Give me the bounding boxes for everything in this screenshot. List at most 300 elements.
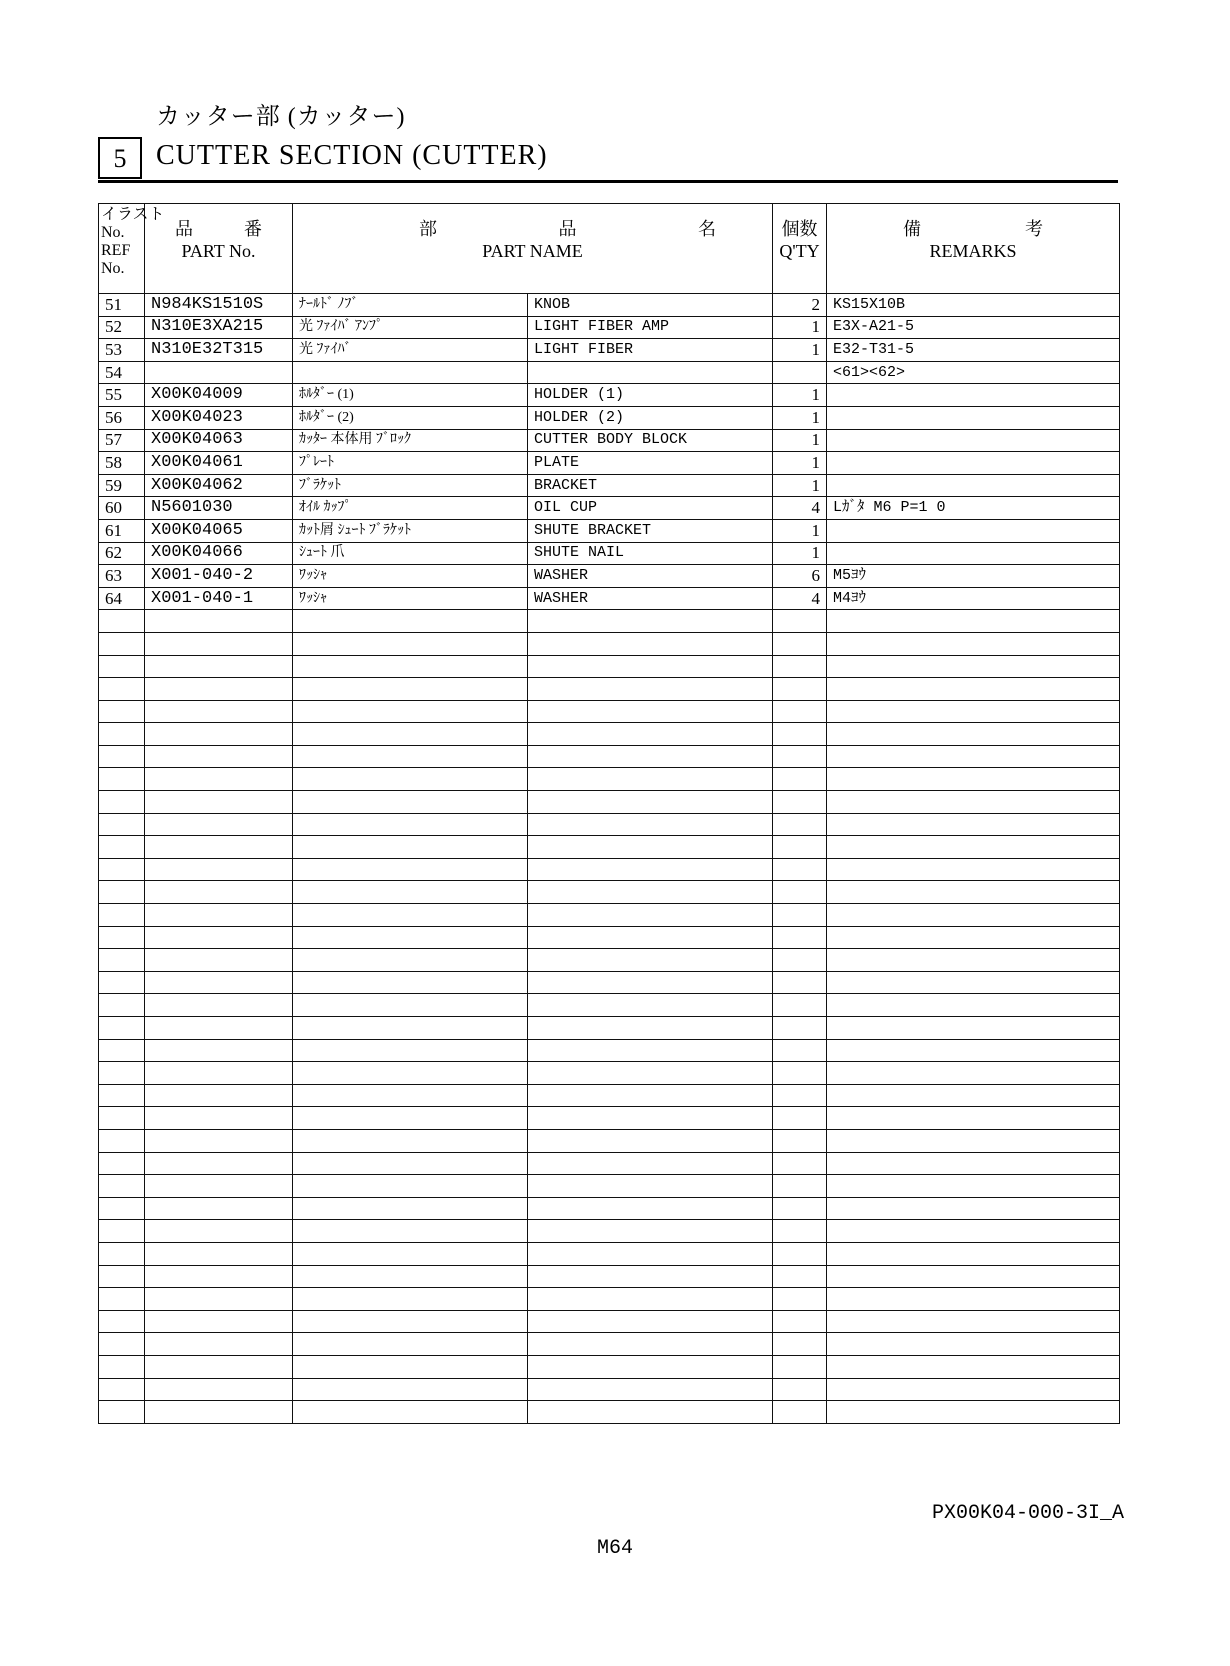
- cell-remarks: [827, 904, 1120, 927]
- empty-table-row: [99, 1152, 1120, 1175]
- cell-name-jp: ﾌﾟﾚｰﾄ: [293, 452, 528, 475]
- cell-part-no: X00K04066: [145, 542, 293, 565]
- cell-qty: 1: [773, 542, 827, 565]
- cell-name-en: [528, 904, 773, 927]
- table-row: [99, 542, 1120, 565]
- cell-part-no: [145, 1084, 293, 1107]
- cell-name-en: [528, 1175, 773, 1198]
- cell-ref: [99, 1355, 145, 1378]
- cell-remarks: [827, 384, 1120, 407]
- header-part-name-en: PART NAME: [482, 241, 583, 261]
- cell-name-en: [528, 745, 773, 768]
- cell-remarks: [827, 632, 1120, 655]
- cell-name-en: [528, 361, 773, 384]
- cell-name-jp: ﾅｰﾙﾄﾞ ﾉﾌﾞ: [293, 294, 528, 317]
- cell-part-no: [145, 1107, 293, 1130]
- cell-name-en: [528, 926, 773, 949]
- cell-remarks: [827, 1197, 1120, 1220]
- cell-part-no: [145, 723, 293, 746]
- cell-remarks: <61><62>: [827, 361, 1120, 384]
- cell-part-no: [145, 1333, 293, 1356]
- cell-part-no: [145, 1017, 293, 1040]
- cell-part-no: [145, 1265, 293, 1288]
- cell-name-jp: [293, 1039, 528, 1062]
- cell-qty: 1: [773, 384, 827, 407]
- header-ref-no-label: No.: [101, 224, 125, 241]
- cell-name-en: [528, 1242, 773, 1265]
- cell-remarks: [827, 1288, 1120, 1311]
- cell-name-jp: [293, 1401, 528, 1424]
- table-row: [99, 339, 1120, 362]
- empty-table-row: [99, 1288, 1120, 1311]
- cell-name-jp: [293, 1017, 528, 1040]
- cell-remarks: [827, 881, 1120, 904]
- cell-name-en: SHUTE BRACKET: [528, 519, 773, 542]
- cell-ref: [99, 723, 145, 746]
- header-qty-jp: 個数: [781, 219, 818, 239]
- cell-name-jp: [293, 361, 528, 384]
- cell-name-jp: [293, 926, 528, 949]
- cell-part-no: [145, 1288, 293, 1311]
- cell-name-en: [528, 881, 773, 904]
- header-part-name: [293, 204, 773, 294]
- cell-ref: [99, 1265, 145, 1288]
- cell-qty: [773, 1175, 827, 1198]
- cell-ref: [99, 1107, 145, 1130]
- cell-name-en: [528, 632, 773, 655]
- empty-table-row: [99, 994, 1120, 1017]
- cell-part-no: N310E3XA215: [145, 316, 293, 339]
- cell-part-no: [145, 881, 293, 904]
- cell-name-en: [528, 1355, 773, 1378]
- empty-table-row: [99, 1265, 1120, 1288]
- cell-remarks: [827, 949, 1120, 972]
- cell-qty: [773, 700, 827, 723]
- cell-remarks: [827, 406, 1120, 429]
- cell-ref: [99, 700, 145, 723]
- cell-ref: 59: [99, 474, 145, 497]
- cell-name-jp: [293, 904, 528, 927]
- cell-part-no: [145, 1129, 293, 1152]
- empty-table-row: [99, 1401, 1120, 1424]
- cell-name-jp: [293, 723, 528, 746]
- cell-qty: 1: [773, 519, 827, 542]
- cell-part-no: [145, 813, 293, 836]
- cell-ref: [99, 858, 145, 881]
- cell-qty: 2: [773, 294, 827, 317]
- header-part-no: [145, 204, 293, 294]
- cell-qty: [773, 1152, 827, 1175]
- cell-ref: 60: [99, 497, 145, 520]
- cell-name-jp: ﾜｯｼｬ: [293, 565, 528, 588]
- cell-ref: [99, 791, 145, 814]
- cell-qty: [773, 678, 827, 701]
- table-row: [99, 294, 1120, 317]
- cell-part-no: X001-040-2: [145, 565, 293, 588]
- cell-remarks: [827, 745, 1120, 768]
- cell-name-en: [528, 858, 773, 881]
- cell-name-jp: [293, 1378, 528, 1401]
- cell-remarks: [827, 1152, 1120, 1175]
- cell-qty: [773, 655, 827, 678]
- cell-ref: [99, 1310, 145, 1333]
- empty-table-row: [99, 1017, 1120, 1040]
- table-header-row: [99, 204, 1120, 294]
- cell-remarks: [827, 1107, 1120, 1130]
- cell-remarks: [827, 610, 1120, 633]
- cell-remarks: [827, 474, 1120, 497]
- cell-ref: [99, 1401, 145, 1424]
- header-ref-no2: No.: [101, 260, 125, 277]
- cell-remarks: M4ﾖｳ: [827, 587, 1120, 610]
- cell-ref: 57: [99, 429, 145, 452]
- empty-table-row: [99, 1197, 1120, 1220]
- table-row: [99, 406, 1120, 429]
- cell-qty: [773, 1378, 827, 1401]
- cell-name-en: CUTTER BODY BLOCK: [528, 429, 773, 452]
- cell-part-no: [145, 994, 293, 1017]
- cell-name-jp: ﾎﾙﾀﾞｰ (2): [293, 406, 528, 429]
- cell-remarks: [827, 1062, 1120, 1085]
- cell-qty: 1: [773, 474, 827, 497]
- cell-name-en: WASHER: [528, 587, 773, 610]
- cell-name-en: [528, 700, 773, 723]
- cell-ref: [99, 881, 145, 904]
- cell-remarks: [827, 994, 1120, 1017]
- empty-table-row: [99, 1378, 1120, 1401]
- empty-table-row: [99, 655, 1120, 678]
- cell-qty: [773, 926, 827, 949]
- cell-qty: [773, 1084, 827, 1107]
- cell-name-en: LIGHT FIBER AMP: [528, 316, 773, 339]
- cell-part-no: [145, 768, 293, 791]
- cell-ref: [99, 745, 145, 768]
- empty-table-row: [99, 745, 1120, 768]
- cell-part-no: [145, 361, 293, 384]
- empty-table-row: [99, 971, 1120, 994]
- cell-ref: [99, 949, 145, 972]
- cell-part-no: X00K04062: [145, 474, 293, 497]
- cell-name-en: [528, 1017, 773, 1040]
- cell-remarks: [827, 1265, 1120, 1288]
- cell-name-en: [528, 610, 773, 633]
- cell-part-no: [145, 700, 293, 723]
- cell-name-en: [528, 813, 773, 836]
- cell-name-en: HOLDER (2): [528, 406, 773, 429]
- cell-remarks: [827, 858, 1120, 881]
- cell-part-no: [145, 1197, 293, 1220]
- table-row: [99, 361, 1120, 384]
- cell-part-no: [145, 926, 293, 949]
- cell-qty: [773, 1333, 827, 1356]
- cell-name-en: [528, 1401, 773, 1424]
- cell-name-jp: [293, 1310, 528, 1333]
- cell-part-no: [145, 1355, 293, 1378]
- cell-name-jp: [293, 1107, 528, 1130]
- cell-qty: [773, 723, 827, 746]
- cell-name-en: [528, 994, 773, 1017]
- empty-table-row: [99, 949, 1120, 972]
- cell-name-jp: [293, 768, 528, 791]
- cell-qty: [773, 1107, 827, 1130]
- cell-name-jp: [293, 994, 528, 1017]
- cell-qty: [773, 610, 827, 633]
- cell-part-no: N984KS1510S: [145, 294, 293, 317]
- cell-remarks: E32-T31-5: [827, 339, 1120, 362]
- cell-name-jp: ﾎﾙﾀﾞｰ (1): [293, 384, 528, 407]
- header-part-name-jp1: 部: [419, 219, 437, 239]
- cell-name-jp: [293, 836, 528, 859]
- table-row: [99, 587, 1120, 610]
- cell-name-en: [528, 655, 773, 678]
- cell-part-no: [145, 1310, 293, 1333]
- cell-remarks: [827, 678, 1120, 701]
- header-remarks-jp1: 備: [903, 219, 921, 239]
- table-row: [99, 429, 1120, 452]
- cell-part-no: X00K04065: [145, 519, 293, 542]
- cell-qty: [773, 1288, 827, 1311]
- cell-name-en: LIGHT FIBER: [528, 339, 773, 362]
- cell-part-no: N5601030: [145, 497, 293, 520]
- cell-qty: [773, 1062, 827, 1085]
- cell-part-no: [145, 1175, 293, 1198]
- cell-ref: [99, 904, 145, 927]
- cell-name-jp: [293, 1175, 528, 1198]
- cell-name-jp: [293, 1333, 528, 1356]
- cell-remarks: E3X-A21-5: [827, 316, 1120, 339]
- cell-qty: 1: [773, 406, 827, 429]
- cell-part-no: X00K04023: [145, 406, 293, 429]
- empty-table-row: [99, 1175, 1120, 1198]
- cell-ref: 54: [99, 361, 145, 384]
- header-part-no-en: PART No.: [181, 241, 256, 261]
- cell-name-jp: [293, 1062, 528, 1085]
- table-row: [99, 384, 1120, 407]
- cell-name-en: KNOB: [528, 294, 773, 317]
- cell-ref: 55: [99, 384, 145, 407]
- page-number: M64: [596, 1537, 633, 1560]
- cell-ref: 52: [99, 316, 145, 339]
- cell-remarks: [827, 1129, 1120, 1152]
- cell-name-en: WASHER: [528, 565, 773, 588]
- cell-qty: [773, 1017, 827, 1040]
- cell-remarks: [827, 519, 1120, 542]
- header-ref-no: [99, 204, 165, 294]
- cell-qty: [773, 1310, 827, 1333]
- header-part-name-jp3: 名: [698, 219, 716, 239]
- parts-table-body: [99, 294, 1120, 1424]
- cell-name-jp: [293, 1129, 528, 1152]
- cell-ref: 58: [99, 452, 145, 475]
- cell-name-en: [528, 949, 773, 972]
- cell-part-no: X00K04063: [145, 429, 293, 452]
- table-row: [99, 565, 1120, 588]
- cell-ref: 56: [99, 406, 145, 429]
- cell-part-no: [145, 904, 293, 927]
- empty-table-row: [99, 858, 1120, 881]
- cell-name-en: [528, 1107, 773, 1130]
- cell-name-en: PLATE: [528, 452, 773, 475]
- cell-qty: [773, 881, 827, 904]
- cell-remarks: [827, 836, 1120, 859]
- cell-name-jp: [293, 632, 528, 655]
- cell-name-en: HOLDER (1): [528, 384, 773, 407]
- cell-part-no: [145, 971, 293, 994]
- empty-table-row: [99, 632, 1120, 655]
- cell-ref: 63: [99, 565, 145, 588]
- empty-table-row: [99, 1084, 1120, 1107]
- cell-remarks: [827, 1084, 1120, 1107]
- cell-remarks: [827, 1242, 1120, 1265]
- cell-remarks: [827, 791, 1120, 814]
- cell-qty: [773, 1220, 827, 1243]
- cell-qty: [773, 745, 827, 768]
- empty-table-row: [99, 836, 1120, 859]
- cell-qty: 1: [773, 452, 827, 475]
- header-qty: [773, 204, 827, 294]
- cell-name-en: [528, 836, 773, 859]
- cell-name-jp: 光 ﾌｧｲﾊﾞ ｱﾝﾌﾟ: [293, 316, 528, 339]
- cell-part-no: [145, 836, 293, 859]
- cell-remarks: [827, 655, 1120, 678]
- cell-ref: [99, 1288, 145, 1311]
- table-row: [99, 474, 1120, 497]
- cell-name-jp: ｶｯﾄ屑 ｼｭｰﾄ ﾌﾞﾗｹｯﾄ: [293, 519, 528, 542]
- cell-name-en: [528, 768, 773, 791]
- cell-ref: [99, 1129, 145, 1152]
- cell-name-en: [528, 1062, 773, 1085]
- cell-name-jp: [293, 700, 528, 723]
- document-code: PX00K04-000-3I_A: [931, 1502, 1124, 1525]
- header-part-name-jp2: 品: [558, 219, 577, 239]
- header-remarks-jp2: 考: [1025, 219, 1043, 239]
- cell-qty: [773, 1129, 827, 1152]
- cell-remarks: [827, 1333, 1120, 1356]
- cell-part-no: [145, 1242, 293, 1265]
- empty-table-row: [99, 904, 1120, 927]
- cell-ref: [99, 655, 145, 678]
- cell-name-jp: [293, 1288, 528, 1311]
- cell-part-no: [145, 1220, 293, 1243]
- empty-table-row: [99, 1242, 1120, 1265]
- cell-part-no: [145, 655, 293, 678]
- cell-remarks: [827, 813, 1120, 836]
- cell-name-jp: [293, 1084, 528, 1107]
- empty-table-row: [99, 1220, 1120, 1243]
- cell-ref: [99, 1017, 145, 1040]
- cell-qty: [773, 858, 827, 881]
- cell-name-jp: [293, 1242, 528, 1265]
- cell-remarks: [827, 429, 1120, 452]
- cell-ref: [99, 971, 145, 994]
- cell-part-no: [145, 678, 293, 701]
- cell-ref: [99, 1175, 145, 1198]
- cell-ref: [99, 1039, 145, 1062]
- cell-remarks: [827, 971, 1120, 994]
- empty-table-row: [99, 1107, 1120, 1130]
- header-remarks-en: REMARKS: [929, 241, 1017, 261]
- cell-ref: 53: [99, 339, 145, 362]
- cell-part-no: [145, 1062, 293, 1085]
- cell-name-en: [528, 791, 773, 814]
- cell-name-jp: ｶｯﾀｰ 本体用 ﾌﾞﾛｯｸ: [293, 429, 528, 452]
- cell-name-jp: 光 ﾌｧｲﾊﾞ: [293, 339, 528, 362]
- cell-part-no: N310E32T315: [145, 339, 293, 362]
- empty-table-row: [99, 700, 1120, 723]
- cell-remarks: [827, 452, 1120, 475]
- section-number-box: 5: [98, 137, 142, 179]
- cell-ref: [99, 1084, 145, 1107]
- empty-table-row: [99, 1333, 1120, 1356]
- cell-remarks: KS15X10B: [827, 294, 1120, 317]
- cell-part-no: X001-040-1: [145, 587, 293, 610]
- empty-table-row: [99, 678, 1120, 701]
- cell-name-jp: [293, 813, 528, 836]
- cell-ref: [99, 813, 145, 836]
- cell-qty: [773, 994, 827, 1017]
- cell-qty: 6: [773, 565, 827, 588]
- cell-qty: 4: [773, 497, 827, 520]
- cell-remarks: M5ﾖｳ: [827, 565, 1120, 588]
- cell-qty: [773, 632, 827, 655]
- parts-table: [98, 203, 1120, 1424]
- cell-name-en: [528, 1152, 773, 1175]
- table-row: [99, 519, 1120, 542]
- empty-table-row: [99, 881, 1120, 904]
- cell-name-en: BRACKET: [528, 474, 773, 497]
- cell-ref: [99, 768, 145, 791]
- cell-name-en: [528, 723, 773, 746]
- japanese-section-title: カッター部 (カッター): [156, 104, 406, 130]
- cell-ref: [99, 994, 145, 1017]
- empty-table-row: [99, 1129, 1120, 1152]
- cell-qty: 1: [773, 316, 827, 339]
- empty-table-row: [99, 813, 1120, 836]
- cell-ref: [99, 678, 145, 701]
- cell-qty: [773, 1355, 827, 1378]
- cell-name-jp: [293, 610, 528, 633]
- empty-table-row: [99, 768, 1120, 791]
- cell-ref: 62: [99, 542, 145, 565]
- cell-part-no: [145, 1401, 293, 1424]
- cell-name-jp: [293, 971, 528, 994]
- cell-ref: [99, 632, 145, 655]
- cell-qty: [773, 813, 827, 836]
- cell-name-jp: [293, 678, 528, 701]
- cell-name-jp: ｼｭｰﾄ 爪: [293, 542, 528, 565]
- cell-qty: [773, 768, 827, 791]
- cell-part-no: X00K04061: [145, 452, 293, 475]
- header-remarks: [827, 204, 1120, 294]
- cell-qty: [773, 1242, 827, 1265]
- cell-name-en: [528, 678, 773, 701]
- cell-part-no: [145, 1039, 293, 1062]
- cell-remarks: [827, 1401, 1120, 1424]
- cell-ref: [99, 1152, 145, 1175]
- cell-name-jp: [293, 655, 528, 678]
- cell-part-no: [145, 1152, 293, 1175]
- cell-qty: [773, 1401, 827, 1424]
- header-ref-jp: イラスト: [101, 206, 165, 223]
- cell-remarks: [827, 1310, 1120, 1333]
- empty-table-row: [99, 926, 1120, 949]
- cell-part-no: [145, 610, 293, 633]
- cell-name-jp: [293, 1220, 528, 1243]
- cell-ref: 64: [99, 587, 145, 610]
- cell-qty: [773, 791, 827, 814]
- cell-name-en: [528, 1333, 773, 1356]
- cell-remarks: [827, 1220, 1120, 1243]
